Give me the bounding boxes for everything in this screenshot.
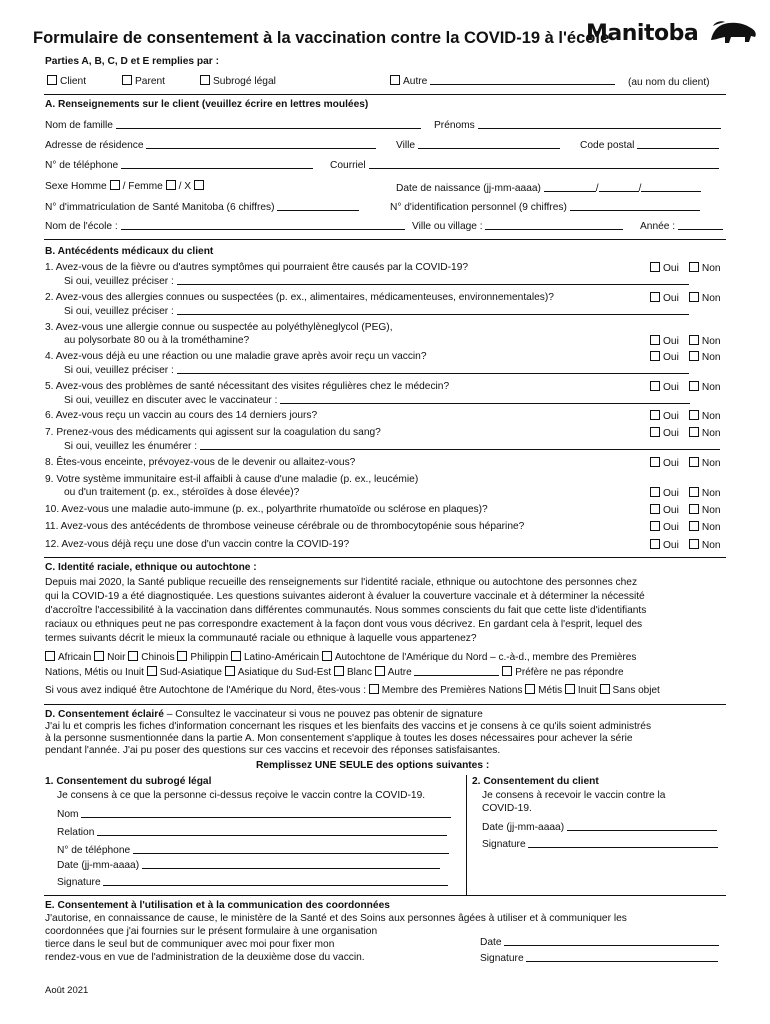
q8-non-checkbox[interactable] bbox=[689, 457, 699, 467]
courriel-label: Courriel bbox=[330, 160, 366, 171]
section-e-p4: rendez-vous en vue de l'administration de la deuxième dose du vaccin. bbox=[45, 952, 365, 963]
q8-text: 8. Êtes-vous enceinte, prévoyez-vous de le devenir ou allaitez-vous? bbox=[45, 457, 356, 468]
q9-non-checkbox[interactable] bbox=[689, 487, 699, 497]
q6-yes-no bbox=[650, 410, 721, 424]
section-c-p3: d'accroître l'accessibilité à la vaccination dans différentes communautés. Nous sommes conscients du fait que cette liste d'identifiants bbox=[45, 605, 647, 616]
client-signature-field[interactable] bbox=[528, 838, 718, 848]
parties-label: Parties A, B, C, D et E remplies par : bbox=[45, 56, 219, 67]
sud-asiatique-label: Sud-Asiatique bbox=[159, 667, 222, 678]
q2-precisez-label: Si oui, veuillez préciser : bbox=[64, 306, 174, 317]
ville-village-field[interactable] bbox=[485, 220, 623, 230]
manitoba-logo bbox=[586, 18, 759, 48]
oui-label: Oui bbox=[663, 336, 679, 347]
section-c-p1: Depuis mai 2020, la Santé publique recueille des renseignements sur l'identité raciale, ethnique ou autochtone des personnes chez bbox=[45, 577, 638, 588]
x-checkbox[interactable] bbox=[194, 180, 204, 190]
oui-label: Oui bbox=[663, 263, 679, 274]
sexe-row bbox=[45, 180, 207, 194]
ecole-label: Nom de l'école : bbox=[45, 221, 118, 232]
oui-label: Oui bbox=[663, 293, 679, 304]
q12-non-checkbox[interactable] bbox=[689, 539, 699, 549]
adresse-field[interactable] bbox=[146, 139, 376, 149]
q4-text: 4. Avez-vous déjà eu une réaction ou une maladie grave après avoir reçu un vaccin? bbox=[45, 351, 427, 362]
noir-checkbox[interactable] bbox=[94, 651, 104, 661]
non-label: Non bbox=[701, 352, 721, 363]
q1-yes-no bbox=[650, 262, 721, 276]
autre-ethnie-checkbox[interactable] bbox=[375, 666, 385, 676]
telephone-field[interactable] bbox=[121, 159, 313, 169]
femme-label: / Femme bbox=[122, 181, 163, 192]
subroge-telephone-label: N° de téléphone bbox=[57, 845, 131, 856]
autre-checkbox[interactable] bbox=[390, 75, 400, 85]
prefere-label: Préfère ne pas répondre bbox=[515, 667, 624, 678]
non-label: Non bbox=[701, 263, 721, 274]
sans-objet-checkbox[interactable] bbox=[600, 684, 610, 694]
chinois-checkbox[interactable] bbox=[128, 651, 138, 661]
q6-non-checkbox[interactable] bbox=[689, 410, 699, 420]
section-d-title bbox=[45, 709, 483, 722]
q8-oui-checkbox[interactable] bbox=[650, 457, 660, 467]
q4-yes-no bbox=[650, 351, 721, 365]
courriel-field[interactable] bbox=[369, 159, 719, 169]
inuit-label: Inuit bbox=[577, 685, 597, 696]
subroge-nom-field[interactable] bbox=[81, 808, 451, 818]
sud-asiatique-checkbox[interactable] bbox=[147, 666, 157, 676]
q10-text: 10. Avez-vous une maladie auto-immune (p. ex., polyarthrite rhumatoïde ou sclérose en plaques)? bbox=[45, 504, 488, 515]
q10-oui-checkbox[interactable] bbox=[650, 504, 660, 514]
latino-checkbox[interactable] bbox=[231, 651, 241, 661]
q1-precisez-field[interactable] bbox=[177, 275, 689, 285]
q5-text: 5. Avez-vous des problèmes de santé nécessitant des visites régulières chez le médecin? bbox=[45, 381, 450, 392]
sans-objet-label: Sans objet bbox=[612, 685, 660, 696]
naissance-annee-field[interactable] bbox=[641, 182, 701, 192]
q2-precisez-field[interactable] bbox=[177, 305, 689, 315]
q1-oui-checkbox[interactable] bbox=[650, 262, 660, 272]
subroge-relation-field[interactable] bbox=[97, 826, 447, 836]
option-2-title: 2. Consentement du client bbox=[472, 776, 599, 787]
option-2-text-1: Je consens à recevoir le vaccin contre la bbox=[482, 790, 666, 801]
e-date-field[interactable] bbox=[504, 936, 719, 946]
naissance-label: Date de naissance (jj-mm-aaaa) bbox=[396, 183, 541, 194]
subroge-relation-label: Relation bbox=[57, 827, 95, 838]
q9-yes-no bbox=[650, 487, 721, 501]
party-autre[interactable] bbox=[390, 75, 615, 89]
q6-text: 6. Avez-vous reçu un vaccin au cours des 14 derniers jours? bbox=[45, 410, 318, 421]
asiatique-se-label: Asiatique du Sud-Est bbox=[237, 667, 332, 678]
q10-non-checkbox[interactable] bbox=[689, 504, 699, 514]
subroge-signature-field[interactable] bbox=[103, 876, 448, 886]
annee-field[interactable] bbox=[678, 220, 723, 230]
section-d-title-rest: – Consultez le vaccinateur si vous ne pouvez pas obtenir de signature bbox=[163, 709, 483, 720]
section-e-p2: coordonnées que j'ai fournies sur le présent formulaire à une organisation bbox=[45, 926, 378, 937]
q5-discuter-field[interactable] bbox=[280, 394, 690, 404]
divider bbox=[44, 239, 726, 240]
oui-label: Oui bbox=[663, 428, 679, 439]
q9-text-a: 9. Votre système immunitaire est-il affaibli à cause d'une maladie (p. ex., leucémie) bbox=[45, 474, 419, 485]
q11-oui-checkbox[interactable] bbox=[650, 521, 660, 531]
party-parent[interactable] bbox=[122, 75, 165, 89]
nations-label: Nations, Métis ou Inuit bbox=[45, 667, 144, 678]
non-label: Non bbox=[701, 505, 721, 516]
section-c-p2: qui la COVID-19 a été diagnostiquée. Les questions suivantes aideront à évaluer la couverture vaccinale et à déterminer la nécessité bbox=[45, 591, 645, 602]
code-postal-field[interactable] bbox=[637, 139, 719, 149]
q2-non-checkbox[interactable] bbox=[689, 292, 699, 302]
q3-yes-no bbox=[650, 335, 721, 349]
q2-text: 2. Avez-vous des allergies connues ou suspectées (p. ex., alimentaires, médicamenteuses, environnementales)? bbox=[45, 292, 554, 303]
non-label: Non bbox=[701, 488, 721, 499]
remplissez-label: Remplissez UNE SEULE des options suivantes : bbox=[256, 760, 490, 771]
blanc-label: Blanc bbox=[346, 667, 372, 678]
q12-oui-checkbox[interactable] bbox=[650, 539, 660, 549]
q7-yes-no bbox=[650, 427, 721, 441]
africain-label: Africain bbox=[58, 652, 92, 663]
section-e-p3: tierce dans le seul but de communiquer avec moi pour fixer mon bbox=[45, 939, 335, 950]
si-autochtone-label: Si vous avez indiqué être Autochtone de l'Amérique du Nord, êtes-vous : bbox=[45, 685, 366, 696]
oui-label: Oui bbox=[663, 522, 679, 533]
oui-label: Oui bbox=[663, 505, 679, 516]
prefere-checkbox[interactable] bbox=[502, 666, 512, 676]
e-date-label: Date bbox=[480, 937, 502, 948]
oui-label: Oui bbox=[663, 488, 679, 499]
q3-text-b: au polysorbate 80 ou à la trométhamine? bbox=[64, 335, 250, 346]
client-label: Client bbox=[60, 76, 87, 87]
section-d-p1: J'ai lu et compris les fiches d'information concernant les risques et les bienfaits des vaccins et je consens à ce qu'ils soient administrés bbox=[45, 721, 652, 732]
subroge-date-label: Date (jj-mm-aaaa) bbox=[57, 860, 140, 871]
latino-label: Latino-Américain bbox=[244, 652, 320, 663]
party-client[interactable] bbox=[47, 75, 86, 89]
q3-oui-checkbox[interactable] bbox=[650, 335, 660, 345]
subroge-checkbox[interactable] bbox=[200, 75, 210, 85]
non-label: Non bbox=[701, 293, 721, 304]
q4-oui-checkbox[interactable] bbox=[650, 351, 660, 361]
logo-text: Manitoba bbox=[586, 21, 699, 46]
autre-field[interactable] bbox=[430, 75, 615, 85]
non-label: Non bbox=[701, 540, 721, 551]
metis-label: Métis bbox=[538, 685, 563, 696]
section-a-title: A. Renseignements sur le client (veuillez écrire en lettres moulées) bbox=[45, 99, 369, 110]
oui-label: Oui bbox=[663, 540, 679, 551]
oui-label: Oui bbox=[663, 352, 679, 363]
ville-field[interactable] bbox=[418, 139, 560, 149]
q7-oui-checkbox[interactable] bbox=[650, 427, 660, 437]
subroge-label: Subrogé légal bbox=[213, 76, 276, 87]
noir-label: Noir bbox=[107, 652, 126, 663]
divider bbox=[44, 895, 726, 896]
footer-date: Août 2021 bbox=[45, 985, 89, 996]
q9-text-b: ou d'un traitement (p. ex., stéroïdes à dose élevée)? bbox=[64, 487, 300, 498]
client-checkbox[interactable] bbox=[47, 75, 57, 85]
option-1-title: 1. Consentement du subrogé légal bbox=[45, 776, 212, 787]
party-subroge[interactable] bbox=[200, 75, 276, 89]
q4-precisez-field[interactable] bbox=[177, 364, 689, 374]
q8-yes-no bbox=[650, 457, 721, 471]
x-label: / X bbox=[178, 181, 192, 192]
non-label: Non bbox=[701, 522, 721, 533]
q11-yes-no bbox=[650, 521, 721, 535]
ethnicity-row-1 bbox=[45, 651, 636, 665]
autochtone-checkbox[interactable] bbox=[322, 651, 332, 661]
autre-label: Autre bbox=[403, 76, 428, 87]
q5-discuter-label: Si oui, veuillez en discuter avec le vaccinateur : bbox=[64, 395, 278, 406]
oui-label: Oui bbox=[663, 458, 679, 469]
q3-text-a: 3. Avez-vous une allergie connue ou suspectée au polyéthylèneglycol (PEG), bbox=[45, 322, 393, 333]
q11-text: 11. Avez-vous des antécédents de thrombose veineuse cérébrale ou de thrombocytopénie sous héparine? bbox=[45, 521, 525, 532]
q7-text: 7. Prenez-vous des médicaments qui agissent sur la coagulation du sang? bbox=[45, 427, 381, 438]
q4-non-checkbox[interactable] bbox=[689, 351, 699, 361]
ethnicity-row-2 bbox=[45, 666, 624, 680]
q12-text: 12. Avez-vous déjà reçu une dose d'un vaccin contre la COVID-19? bbox=[45, 539, 350, 550]
section-d-p3: pendant l'année. J'ai pu poser des questions sur ces vaccins et recevoir des réponses satisfaisantes. bbox=[45, 745, 501, 756]
adresse-label: Adresse de résidence bbox=[45, 140, 144, 151]
parent-label: Parent bbox=[135, 76, 166, 87]
autochtone-row bbox=[45, 684, 660, 698]
chinois-label: Chinois bbox=[141, 652, 175, 663]
section-c-p4: raciaux ou ethniques peut ne pas correspondre exactement à la façon dont vous vous décrivez. En gardant cela à l'esprit, lequel des bbox=[45, 619, 643, 630]
philippin-checkbox[interactable] bbox=[177, 651, 187, 661]
q2-yes-no bbox=[650, 292, 721, 306]
section-c-title: C. Identité raciale, ethnique ou autochtone : bbox=[45, 562, 257, 573]
e-signature-field[interactable] bbox=[526, 952, 718, 962]
metis-checkbox[interactable] bbox=[525, 684, 535, 694]
nom-famille-field[interactable] bbox=[116, 119, 421, 129]
q1-precisez-label: Si oui, veuillez préciser : bbox=[64, 276, 174, 287]
africain-checkbox[interactable] bbox=[45, 651, 55, 661]
autre-ethnie-label: Autre bbox=[387, 667, 412, 678]
subroge-date-field[interactable] bbox=[142, 859, 440, 869]
philippin-label: Philippin bbox=[190, 652, 229, 663]
q7-non-checkbox[interactable] bbox=[689, 427, 699, 437]
q7-enumerer-field[interactable] bbox=[200, 440, 720, 450]
q1-text: 1. Avez-vous de la fièvre ou d'autres symptômes qui pourraient être causés par la COVID-19? bbox=[45, 262, 469, 273]
oui-label: Oui bbox=[663, 382, 679, 393]
immatriculation-field[interactable] bbox=[277, 201, 359, 211]
subroge-telephone-field[interactable] bbox=[133, 844, 449, 854]
q10-yes-no bbox=[650, 504, 721, 518]
form-title: Formulaire de consentement à la vaccination contre la COVID-19 à l'école bbox=[33, 29, 610, 47]
annee-label: Année : bbox=[640, 221, 676, 232]
section-d-p2: à la personne susmentionnée dans la partie A. Mon consentement s'applique à toutes les doses nécessaires pour achever la série bbox=[45, 733, 633, 744]
section-b-title: B. Antécédents médicaux du client bbox=[45, 246, 214, 257]
premieres-nations-label: Membre des Premières Nations bbox=[381, 685, 523, 696]
parent-checkbox[interactable] bbox=[122, 75, 132, 85]
option-divider bbox=[466, 775, 467, 895]
naissance-mois-field[interactable] bbox=[599, 182, 639, 192]
ecole-field[interactable] bbox=[121, 220, 405, 230]
subroge-nom-label: Nom bbox=[57, 809, 79, 820]
blanc-checkbox[interactable] bbox=[334, 666, 344, 676]
oui-label: Oui bbox=[663, 411, 679, 422]
nom-famille-label: Nom de famille bbox=[45, 120, 113, 131]
q12-yes-no bbox=[650, 539, 721, 553]
client-signature-label: Signature bbox=[482, 839, 526, 850]
identification-field[interactable] bbox=[570, 201, 700, 211]
q6-oui-checkbox[interactable] bbox=[650, 410, 660, 420]
ville-village-label: Ville ou village : bbox=[412, 221, 483, 232]
q5-oui-checkbox[interactable] bbox=[650, 381, 660, 391]
identification-label: N° d'identification personnel (9 chiffres) bbox=[390, 202, 567, 213]
q5-non-checkbox[interactable] bbox=[689, 381, 699, 391]
sexe-homme-label: Sexe Homme bbox=[45, 181, 107, 192]
inuit-checkbox[interactable] bbox=[565, 684, 575, 694]
telephone-label: N° de téléphone bbox=[45, 160, 119, 171]
option-1-text: Je consens à ce que la personne ci-dessus reçoive le vaccin contre la COVID-19. bbox=[57, 790, 426, 801]
q11-non-checkbox[interactable] bbox=[689, 521, 699, 531]
party-suffix: (au nom du client) bbox=[628, 77, 710, 88]
client-date-field[interactable] bbox=[567, 821, 717, 831]
code-postal-label: Code postal bbox=[580, 140, 635, 151]
q5-yes-no bbox=[650, 381, 721, 395]
premieres-nations-checkbox[interactable] bbox=[369, 684, 379, 694]
immatriculation-label: N° d'immatriculation de Santé Manitoba (6 chiffres) bbox=[45, 202, 275, 213]
non-label: Non bbox=[701, 428, 721, 439]
divider bbox=[44, 94, 726, 95]
prenoms-field[interactable] bbox=[478, 119, 721, 129]
q3-non-checkbox[interactable] bbox=[689, 335, 699, 345]
non-label: Non bbox=[701, 336, 721, 347]
divider bbox=[44, 557, 726, 558]
ville-label: Ville bbox=[396, 140, 416, 151]
bison-icon bbox=[707, 18, 759, 46]
q2-oui-checkbox[interactable] bbox=[650, 292, 660, 302]
prenoms-label: Prénoms bbox=[434, 120, 475, 131]
autre-ethnie-field[interactable] bbox=[414, 666, 499, 676]
naissance-jour-field[interactable] bbox=[544, 182, 596, 192]
divider bbox=[44, 704, 726, 705]
option-2-text-2: COVID-19. bbox=[482, 803, 532, 814]
q9-oui-checkbox[interactable] bbox=[650, 487, 660, 497]
q4-precisez-label: Si oui, veuillez préciser : bbox=[64, 365, 174, 376]
autochtone-label: Autochtone de l'Amérique du Nord – c.-à-d., membre des Premières bbox=[334, 652, 637, 663]
q1-non-checkbox[interactable] bbox=[689, 262, 699, 272]
section-e-title: E. Consentement à l'utilisation et à la communication des coordonnées bbox=[45, 900, 390, 911]
section-d-title-bold: D. Consentement éclairé bbox=[45, 709, 164, 720]
section-e-p1: J'autorise, en connaissance de cause, le ministère de la Santé et des Soins aux personnes âgées à utiliser et à communiquer les bbox=[45, 913, 627, 924]
non-label: Non bbox=[701, 458, 721, 469]
asiatique-se-checkbox[interactable] bbox=[225, 666, 235, 676]
client-date-label: Date (jj-mm-aaaa) bbox=[482, 822, 565, 833]
homme-checkbox[interactable] bbox=[110, 180, 120, 190]
subroge-signature-label: Signature bbox=[57, 877, 101, 888]
femme-checkbox[interactable] bbox=[166, 180, 176, 190]
q7-enumerer-label: Si oui, veuillez les énumérer : bbox=[64, 441, 198, 452]
section-c-p5: termes suivants décrit le mieux la communauté raciale ou ethnique à laquelle vous appartenez? bbox=[45, 633, 477, 644]
non-label: Non bbox=[701, 382, 721, 393]
non-label: Non bbox=[701, 411, 721, 422]
e-signature-label: Signature bbox=[480, 953, 524, 964]
